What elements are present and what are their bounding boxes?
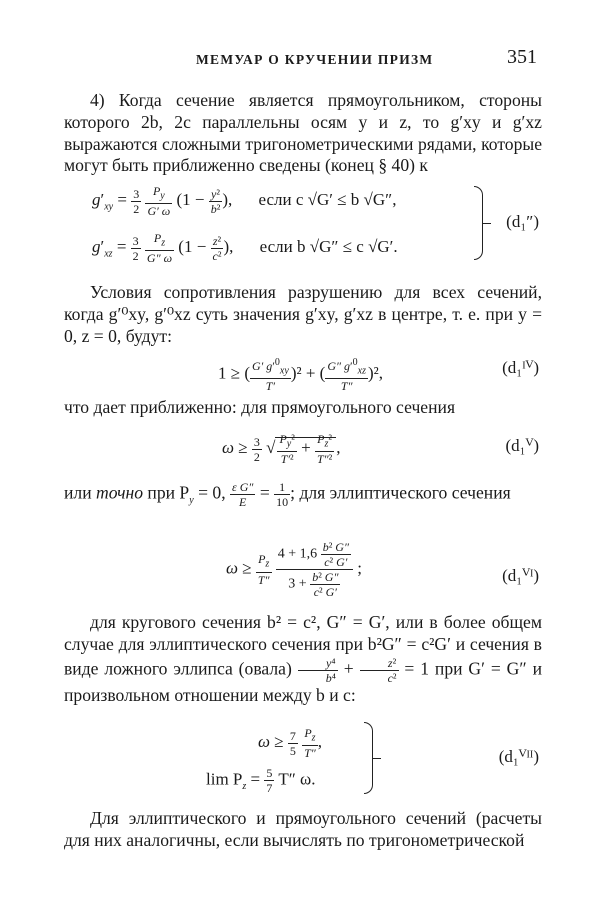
equation-d1VII-2: $\lim P_z$ = $\frac{5}{7}$ T″ ω. bbox=[206, 766, 316, 795]
condition-gxz: если b √G″ ≤ c √G′. bbox=[259, 237, 398, 257]
paragraph-intro: 4) Когда сечение является прямоугольником, стороны которого 2b, 2c параллельны осям y и z, то g′xy и g′xz выражаются сложными тригонометрическими рядами, которые могут быть приближенно сведены (конец § 40) к bbox=[64, 90, 542, 176]
page-number: 351 bbox=[507, 46, 537, 68]
paragraph-approx: что дает приближенно: для прямоугольного сечения bbox=[64, 397, 456, 417]
paragraph-exact: или точно при $P_y = 0$, $\frac{\text{ε G″}}{E}$ = $\frac{1}{10}$ ; для эллиптического сечения bbox=[64, 480, 511, 509]
equation-d1VI: ω ≥ $\frac{P_z}{T''}$ 4 + 1,6 $\frac{\text{b² G″}}{\text{c² G′}}$ 3 + $\frac{\text{b² G″}}{\text{c² G′}}$ ; bbox=[226, 540, 362, 599]
running-title: МЕМУАР О КРУЧЕНИИ ПРИЗМ bbox=[196, 52, 434, 67]
equation-brace bbox=[474, 186, 483, 260]
equation-tag-d1pp: (d₁″) bbox=[506, 212, 539, 231]
equation-tag-d1V: (d₁ⱽ) bbox=[505, 436, 539, 455]
equation-d1IV: 1 ≥ ( $\frac{G' g'^0_{xy}}{T'}$ )² + ( $\frac{G'' g'^0_{xz}}{T''}$ )², bbox=[218, 357, 383, 394]
equation-tag-d1IV: (d₁ᴵⱽ) bbox=[502, 358, 539, 377]
paragraph-conditions: Условия сопротивления разрушению для всех сечений, когда g′⁰xy, g′⁰xz суть значения g′xy, g′xz в центре, т. е. при y = 0, z = 0, будут: bbox=[64, 282, 542, 346]
equation-gxy: $g'_{xy}$ = $\frac{3}{2}$ $\frac{P_y}{G' \omega}$ (1 − $\frac{\text{y²}}{\text{b²}}$ ), если c √G′ ≤ b √G″, bbox=[92, 184, 397, 219]
paragraph-elliptic: Для эллиптического и прямоугольного сечений (расчеты для них аналогичны, если вычислять по тригонометрической bbox=[64, 808, 542, 850]
paragraph-circular: для кругового сечения b² = c², G″ = G′, или в более общем случае для эллиптического сечения при b²G″ = c²G′ и сечения в виде ложного эллипса (овала) $\frac{\text{y⁴}}{\text{b⁴}}$ + $\frac{\text{z²}}{\text{c²}}$ = 1 при G′ = G″ и произвольном отношении между b и c: bbox=[64, 612, 542, 705]
equation-d1V: ω ≥ $\frac{3}{2}$ √ $\frac{P_y^2}{\text{T′²}}$ + $\frac{P_z^2}{\text{T″²}}$ , bbox=[222, 432, 341, 467]
equation-tag-d1VII: (d₁ⱽᴵᴵ) bbox=[498, 747, 539, 766]
condition-gxy: если c √G′ ≤ b √G″, bbox=[258, 190, 397, 210]
equation-d1VII-1: ω ≥ $\frac{7}{5}$ $\frac{P_z}{T''}$ , bbox=[258, 726, 323, 761]
equation-gxz: $g'_{xz}$ = $\frac{3}{2}$ $\frac{P_z}{G'' \omega}$ (1 − $\frac{\text{z²}}{\text{c²}}$ ), если b √G″ ≤ c √G′. bbox=[92, 231, 398, 266]
equation-brace-2 bbox=[364, 722, 373, 794]
equation-tag-d1VI: (d₁ⱽᴵ) bbox=[502, 566, 539, 585]
